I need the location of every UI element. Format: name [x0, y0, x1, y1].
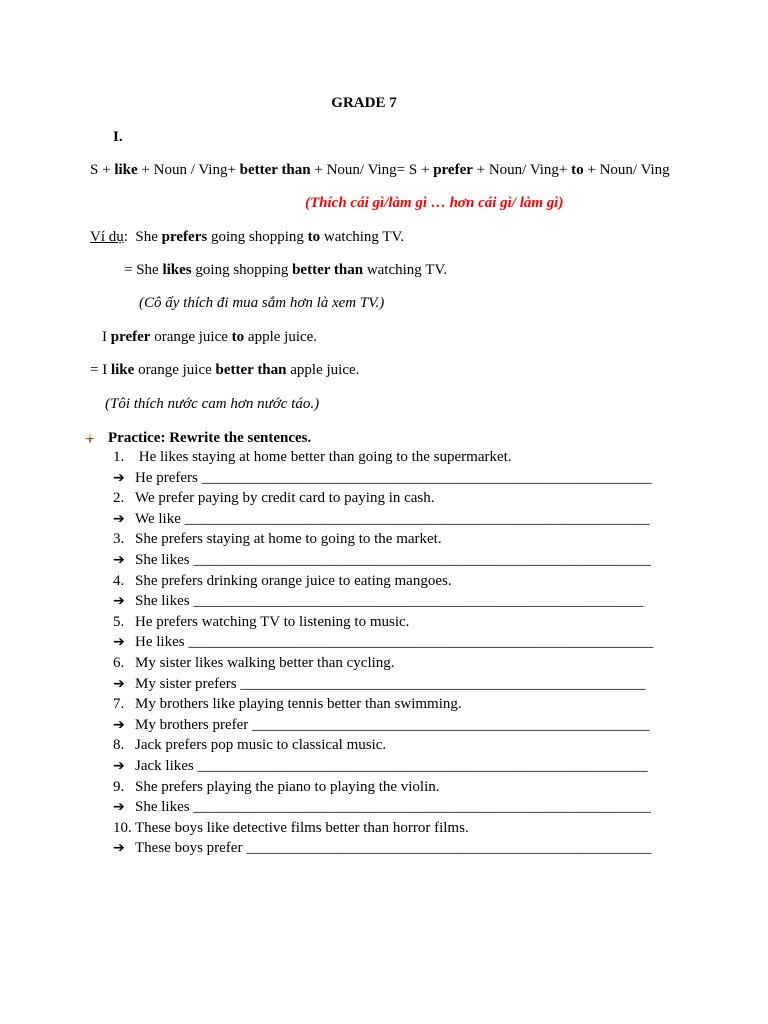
- exercise-sentence: He prefers watching TV to listening to music.: [135, 613, 410, 630]
- arrow-right-icon: ➔: [113, 675, 125, 692]
- exercise-number: 2.: [113, 490, 125, 507]
- answer-prompt: She likes ____________________________________________________________: [135, 593, 644, 610]
- arrow-right-icon: ➔: [113, 634, 125, 651]
- answer-prompt: He prefers ____________________________________________________________: [135, 469, 652, 486]
- arrow-right-icon: ➔: [113, 469, 125, 486]
- exercise-sentence: We prefer paying by credit card to paying in cash.: [135, 490, 435, 507]
- answer-prompt: We like ______________________________________________________________: [135, 510, 650, 527]
- exercise-question: [113, 819, 469, 837]
- exercise-number: 6.: [113, 655, 125, 671]
- arrow-right-icon: ➔: [113, 552, 125, 568]
- answer-prompt: He likes ______________________________________________________________: [135, 634, 654, 651]
- formula-meaning: (Thích cái gì/làm gì … hơn cái gì/ làm gì): [305, 195, 564, 211]
- exercise-sentence: These boys like detective films better than horror films.: [135, 819, 469, 836]
- page-title: GRADE 7: [331, 95, 397, 111]
- answer-prompt: She likes _____________________________________________________________: [135, 552, 651, 568]
- arrow-right-icon: ➔: [113, 716, 125, 733]
- exercise-answer-line[interactable]: [113, 469, 652, 487]
- grammar-formula: S + like + Noun / Ving+ better than + Noun/ Ving= S + prefer + Noun/ Ving+ to + Noun/ Ving: [90, 162, 670, 178]
- exercise-answer-line[interactable]: [113, 592, 643, 610]
- exercise-number: 7.: [113, 696, 125, 713]
- example-line-5: = I like orange juice better than apple juice.: [90, 362, 360, 378]
- example-label: Ví dụ: [90, 229, 124, 245]
- arrow-right-icon: ➔: [113, 593, 125, 610]
- exercise-number: 3.: [113, 531, 125, 548]
- exercise-answer-line[interactable]: [113, 675, 645, 693]
- exercise-number: 8.: [113, 737, 125, 754]
- exercise-sentence: He likes staying at home better than going to the supermarket.: [135, 449, 512, 465]
- answer-prompt: Jack likes ____________________________________________________________: [135, 758, 648, 774]
- answer-prompt: My sister prefers ______________________________________________________: [135, 675, 646, 692]
- exercise-question: [113, 736, 386, 754]
- exercise-sentence: My sister likes walking better than cycling.: [135, 655, 395, 671]
- answer-prompt: These boys prefer ______________________________________________________: [135, 840, 652, 857]
- colorful-bullet-icon: [84, 431, 96, 445]
- exercise-question: [113, 530, 442, 548]
- exercise-answer-line[interactable]: [113, 798, 651, 816]
- exercise-question: [113, 489, 435, 507]
- exercise-answer-line[interactable]: [113, 633, 653, 651]
- exercise-sentence: She prefers playing the piano to playing the violin.: [135, 778, 440, 795]
- exercise-sentence: Jack prefers pop music to classical music.: [135, 737, 387, 754]
- example-line-1: Ví dụ: She prefers going shopping to watching TV.: [90, 229, 405, 245]
- exercise-answer-line[interactable]: [113, 510, 650, 528]
- arrow-right-icon: ➔: [113, 510, 125, 527]
- section-number: I.: [113, 129, 123, 145]
- exercise-number: 5.: [113, 613, 125, 630]
- exercise-number: 10.: [113, 819, 132, 836]
- exercise-question: [113, 448, 512, 466]
- exercise-number: 1.: [113, 449, 125, 465]
- exercise-question: [113, 654, 395, 672]
- exercise-answer-line[interactable]: [113, 551, 651, 569]
- exercise-sentence: My brothers like playing tennis better than swimming.: [135, 696, 462, 713]
- exercise-number: 9.: [113, 778, 125, 795]
- exercise-answer-line[interactable]: [113, 716, 650, 734]
- arrow-right-icon: ➔: [113, 799, 125, 816]
- exercise-sentence: She prefers drinking orange juice to eating mangoes.: [135, 572, 452, 589]
- exercise-number: 4.: [113, 572, 125, 589]
- exercise-answer-line[interactable]: [113, 839, 651, 857]
- example-translation-1: (Cô ấy thích đi mua sắm hơn là xem TV.): [139, 295, 385, 311]
- answer-prompt: My brothers prefer _____________________________________________________: [135, 716, 650, 733]
- exercise-question: [113, 613, 409, 631]
- answer-prompt: She likes _____________________________________________________________: [135, 799, 651, 816]
- exercise-answer-line[interactable]: [113, 757, 647, 775]
- exercise-question: [113, 572, 452, 590]
- exercise-question: [113, 695, 462, 713]
- example-line-4: I prefer orange juice to apple juice.: [102, 329, 318, 345]
- arrow-right-icon: ➔: [113, 758, 125, 774]
- practice-heading: Practice: Rewrite the sentences.: [108, 430, 312, 446]
- arrow-right-icon: ➔: [113, 840, 125, 857]
- example-translation-2: (Tôi thích nước cam hơn nước táo.): [105, 396, 320, 412]
- example-line-2: = She likes going shopping better than watching TV.: [124, 262, 448, 278]
- exercise-question: [113, 778, 440, 796]
- exercise-sentence: She prefers staying at home to going to the market.: [135, 531, 442, 548]
